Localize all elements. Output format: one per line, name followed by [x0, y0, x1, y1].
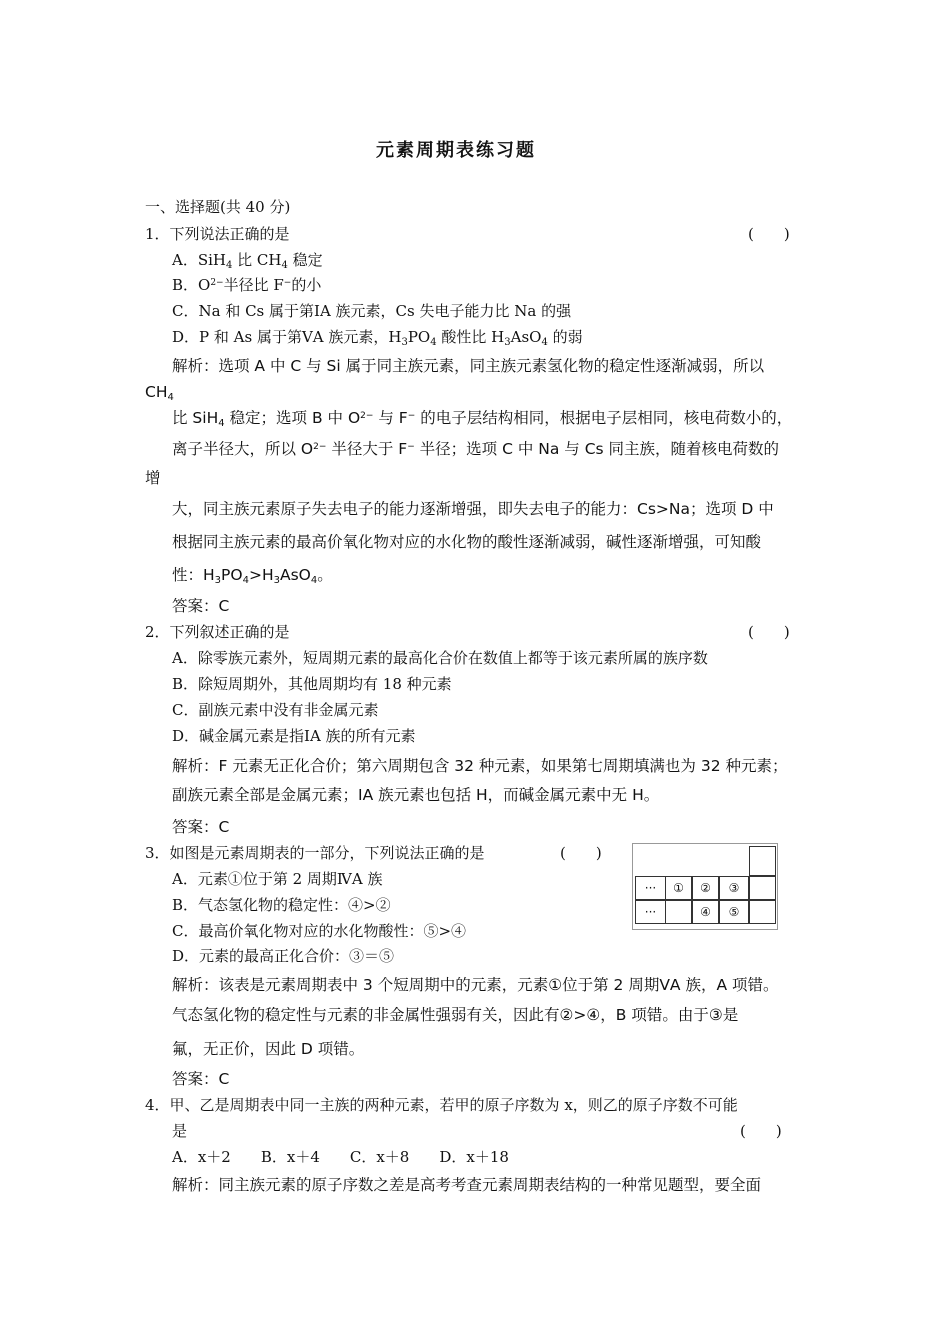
table-cell	[749, 876, 776, 900]
table-cell	[665, 900, 692, 924]
q3-option-b: B．气态氢化物的稳定性：④>②	[172, 896, 391, 914]
q1-analysis-line: 根据同主族元素的最高价氧化物对应的水化物的酸性逐渐减弱，碱性逐渐增强，可知酸	[172, 533, 762, 551]
q4-answer-blank: ( )	[740, 1122, 782, 1140]
q3-answer: 答案：C	[172, 1070, 230, 1088]
q2-analysis-line: 解析：F 元素无正化合价；第六周期包含 32 种元素，如果第七周期填满也为 32 种元素；	[172, 757, 788, 775]
table-cell: ③	[719, 876, 749, 900]
q1-answer-blank: ( )	[748, 225, 790, 243]
q3-stem: 3．如图是元素周期表的一部分，下列说法正确的是	[145, 844, 485, 862]
table-cell: ④	[692, 900, 719, 924]
q1-analysis-line: 比 SiH$_4$ 稳定；选项 B 中 $O^{2-}$ 与 F− 的电子层结构相同，根据电子层相同，核电荷数小的，	[172, 409, 793, 429]
q1-analysis-line: 解析：选项 A 中 C 与 Si 属于同主族元素，同主族元素氢化物的稳定性逐渐减弱，所以	[172, 357, 765, 375]
q1-analysis-line: 性：$H_3PO_4>H_3AsO_4$。	[172, 566, 333, 586]
table-cell	[749, 846, 776, 876]
q2-stem: 2．下列叙述正确的是	[145, 623, 290, 641]
q2-option-d: D．碱金属元素是指ⅠA 族的所有元素	[172, 727, 416, 745]
section-heading: 一、选择题(共 40 分)	[145, 198, 291, 216]
q1-analysis-line: 离子半径大，所以 $O^{2-}$ 半径大于 F− 半径；选项 C 中 Na 与 Cs 同主族，随着核电荷数的	[172, 440, 780, 458]
q2-option-b: B．除短周期外，其他周期均有 18 种元素	[172, 675, 452, 693]
q1-answer: 答案：C	[172, 597, 230, 615]
q2-option-c: C．副族元素中没有非金属元素	[172, 701, 379, 719]
q3-option-d: D．元素的最高正化合价：③＝⑤	[172, 947, 395, 965]
q2-answer-blank: ( )	[748, 623, 790, 641]
q4-options: A．x＋2 B．x＋4 C．x＋8 D．x＋18	[172, 1148, 509, 1166]
q3-answer-blank: ( )	[560, 844, 602, 862]
q4-analysis-line: 解析：同主族元素的原子序数之差是高考考查元素周期表结构的一种常见题型，要全面	[172, 1176, 762, 1194]
q1-stem: 1．下列说法正确的是	[145, 225, 290, 243]
table-cell: ②	[692, 876, 719, 900]
q2-option-a: A．除零族元素外，短周期元素的最高化合价在数值上都等于该元素所属的族序数	[172, 649, 708, 667]
page-title: 元素周期表练习题	[376, 140, 536, 161]
q3-analysis-line: 氟，无正价，因此 D 项错。	[172, 1040, 365, 1058]
table-cell	[749, 900, 776, 924]
q1-analysis-line: 大，同主族元素原子失去电子的能力逐渐增强，即失去电子的能力：Cs>Na；选项 D 中	[172, 500, 774, 518]
table-cell: ①	[665, 876, 692, 900]
periodic-table-figure	[632, 843, 778, 930]
q2-answer: 答案：C	[172, 818, 230, 836]
q4-stem-continued: 是	[172, 1122, 188, 1140]
q1-analysis-line: $CH_4$	[145, 383, 174, 403]
q3-analysis-line: 解析：该表是元素周期表中 3 个短周期中的元素，元素①位于第 2 周期ⅤA 族，A 项错。	[172, 976, 779, 994]
table-cell: ···	[635, 900, 665, 924]
q1-option-c: C．Na 和 Cs 属于第ⅠA 族元素，Cs 失电子能力比 Na 的强	[172, 302, 572, 320]
q1-option-a: A．SiH$_4$ 比 $CH_4$ 稳定	[172, 251, 323, 271]
q1-option-d: D．P 和 As 属于第ⅤA 族元素，$H_3PO_4$ 酸性比 $H_3AsO_4$ 的弱	[172, 328, 583, 348]
table-cell: ⑤	[719, 900, 749, 924]
q1-analysis-line: 增	[145, 469, 161, 487]
q4-stem: 4．甲、乙是周期表中同一主族的两种元素，若甲的原子序数为 x，则乙的原子序数不可能	[145, 1096, 738, 1114]
q2-analysis-line: 副族元素全部是金属元素；ⅠA 族元素也包括 H，而碱金属元素中无 H。	[172, 786, 660, 804]
table-cell: ···	[635, 876, 665, 900]
q1-option-b: B．$O^{2-}$半径比 F−的小	[172, 276, 322, 294]
q3-option-c: C．最高价氧化物对应的水化物酸性：⑤>④	[172, 922, 467, 940]
q3-analysis-line: 气态氢化物的稳定性与元素的非金属性强弱有关，因此有②>④，B 项错。由于③是	[172, 1006, 739, 1024]
q3-option-a: A．元素①位于第 2 周期ⅣA 族	[172, 870, 383, 888]
